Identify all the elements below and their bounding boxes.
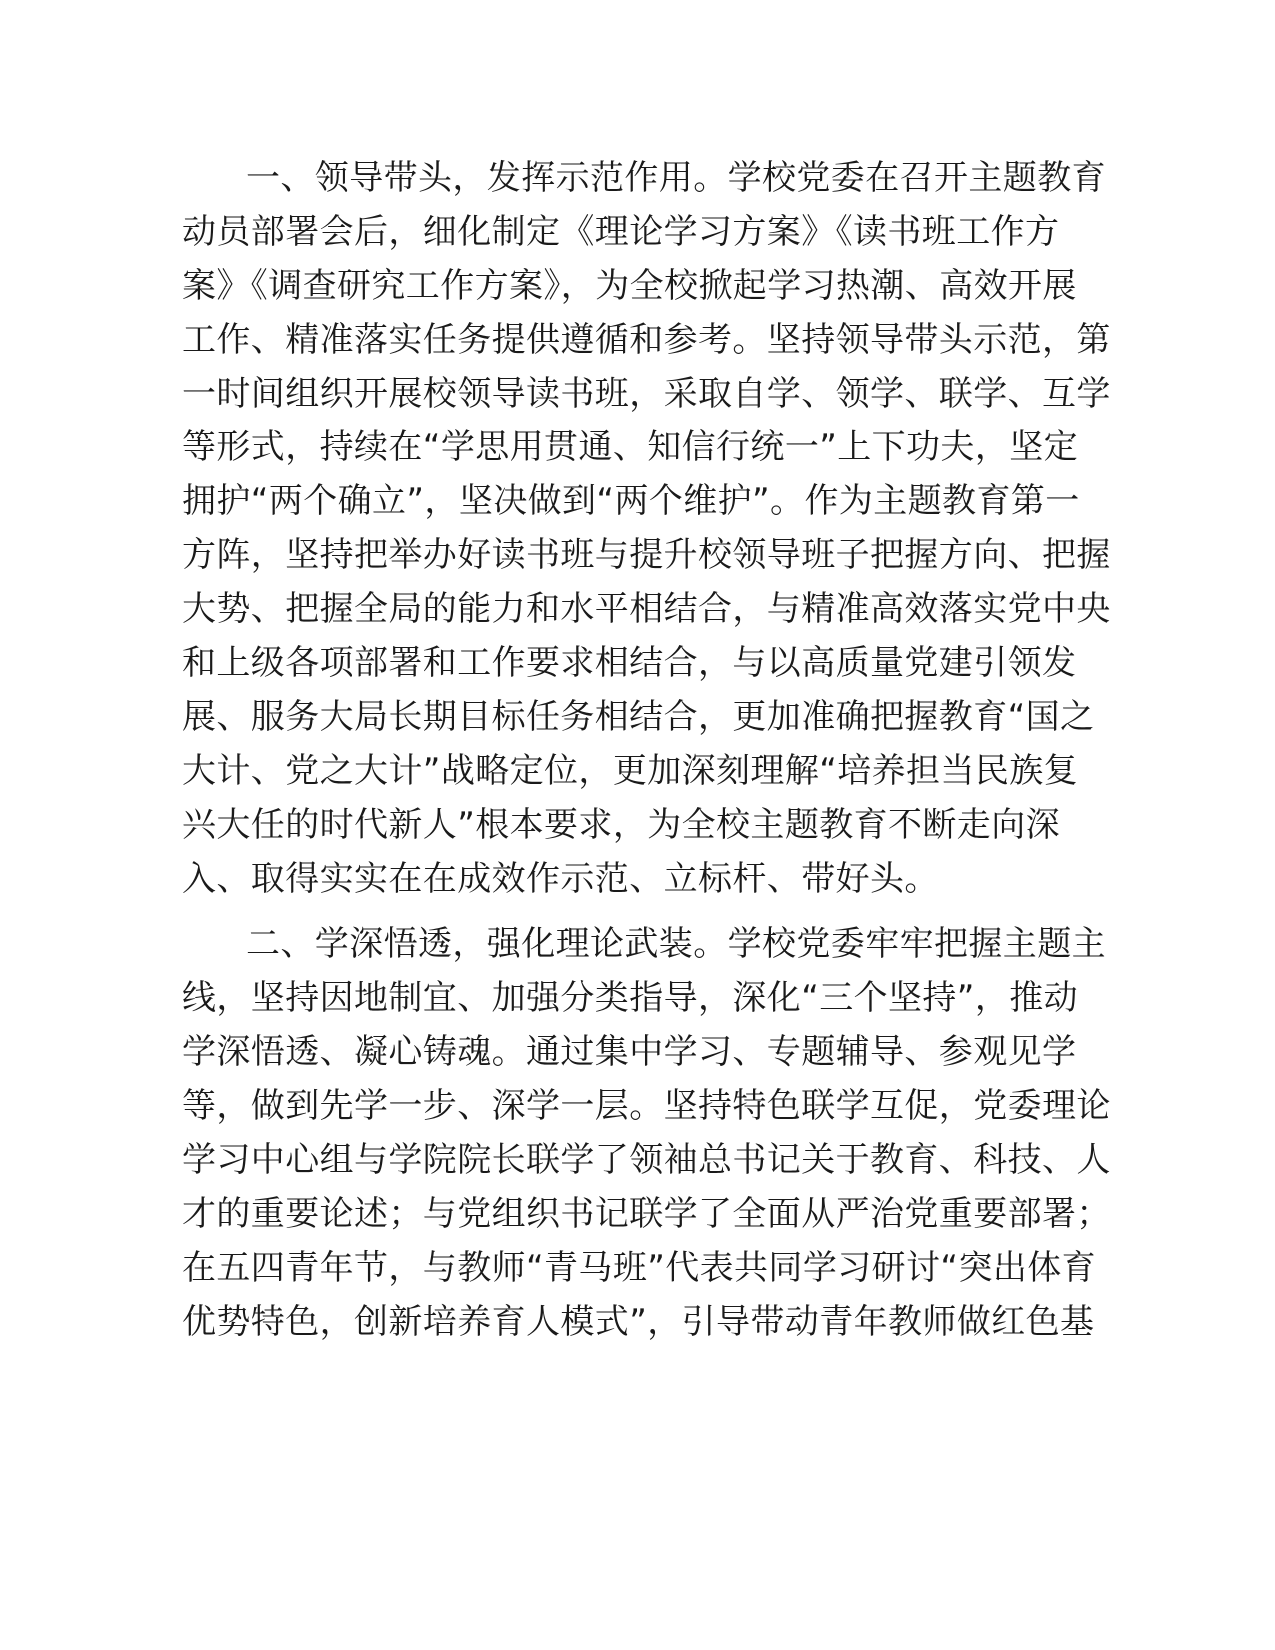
text-line: 拥护“两个确立”，坚决做到“两个维护”。作为主题教育第一 — [182, 481, 1080, 522]
text-line: 一、领导带头，发挥示范作用。学校党委在召开主题教育 — [246, 158, 1106, 198]
text-line: 和上级各项部署和工作要求相结合，与以高质量党建引领发 — [182, 643, 1077, 684]
text-line: 一时间组织开展校领导读书班，采取自学、领学、联学、互学 — [182, 373, 1111, 414]
body-text — [182, 152, 1111, 1350]
text-line: 案》《调查研究工作方案》，为全校掀起学习热潮、高效开展 — [182, 265, 1077, 306]
text-line: 在五四青年节，与教师“青马班”代表共同学习研讨“突出体育 — [182, 1247, 1097, 1288]
text-line: 展、服务大局长期目标任务相结合，更加准确把握教育“国之 — [182, 696, 1095, 737]
text-line: 动员部署会后，细化制定《理论学习方案》《读书班工作方 — [182, 211, 1060, 252]
text-line: 才的重要论述；与党组织书记联学了全面从严治党重要部署； — [182, 1193, 1111, 1234]
text-line: 二、学深悟透，强化理论武装。学校党委牢牢把握主题主 — [246, 924, 1106, 965]
text-line: 大势、把握全局的能力和水平相结合，与精准高效落实党中央 — [182, 589, 1111, 630]
paragraph-spacer — [182, 906, 1042, 918]
text-line: 等，做到先学一步、深学一层。坚持特色联学互促，党委理论 — [182, 1086, 1111, 1127]
text-line: 入、取得实实在在成效作示范、立标杆、带好头。 — [182, 858, 939, 899]
text-line: 大计、党之大计”战略定位，更加深刻理解“培养担当民族复 — [182, 750, 1079, 791]
paragraph-1 — [182, 152, 1111, 906]
text-line: 优势特色，创新培养育人模式”，引导带动青年教师做红色基 — [182, 1301, 1095, 1342]
text-line: 学习中心组与学院院长联学了领袖总书记关于教育、科技、人 — [182, 1140, 1111, 1181]
text-line: 兴大任的时代新人”根本要求，为全校主题教育不断走向深 — [182, 804, 1061, 845]
paragraph-2 — [182, 918, 1111, 1349]
text-line: 方阵，坚持把举办好读书班与提升校领导班子把握方向、把握 — [182, 535, 1111, 576]
text-line: 等形式，持续在“学思用贯通、知信行统一”上下功夫，坚定 — [182, 427, 1079, 468]
text-line: 线，坚持因地制宜、加强分类指导，深化“三个坚持”，推动 — [182, 978, 1079, 1019]
text-line: 工作、精准落实任务提供遵循和参考。坚持领导带头示范，第 — [182, 319, 1111, 360]
text-line: 学深悟透、凝心铸魂。通过集中学习、专题辅导、参观见学 — [182, 1032, 1077, 1073]
